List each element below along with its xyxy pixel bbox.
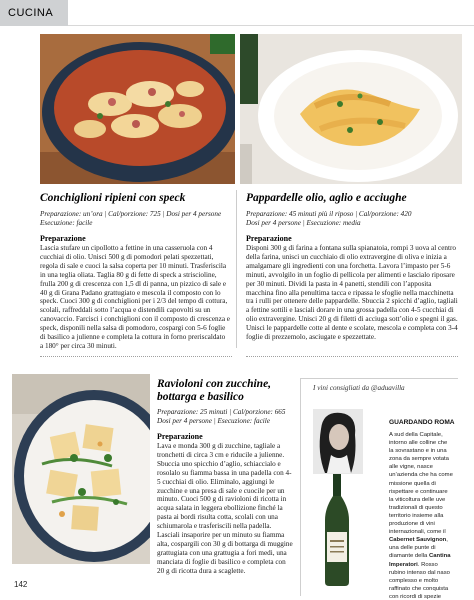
- recipe-2-title: Pappardelle olio, aglio e acciughe: [246, 192, 407, 204]
- column-divider: [236, 190, 237, 348]
- recipe-3-body: Lava e monda 300 g di zucchine, tagliale a tronchetti di circa 3 cm e riducile a julienne. Sbuccia uno spicchio d’aglio, schiaccialo e rosolalo su fiamma bassa in una padella con 4-5 cucchiai di olio. Eliminalo, aggiungi le zucchine e una presa di sale e cuocile per un minuto. Cuoci 500 g di ravioloni di ricotta in acqua salata in leggera ebollizione finché la pasta ai bordi risulta cotta, scolali con una schiumarola e trasferiscili nella padella. Lasciali insaporire per un minuto su fiamma alta, cospargili con 30 g di bottarga di muggine grattugiata con una grattugia a fori medi, una manciata di foglie di basilico e completa con 20 g di ricotta dura a scaglette.: [157, 442, 293, 575]
- recipe-3-meta-line-1: Preparazione: 25 minuti | Cal/porzione: 665: [157, 408, 286, 416]
- recipe-1-title: Conchiglioni ripieni con speck: [40, 192, 186, 204]
- section-tab: [0, 0, 68, 26]
- header-rule: [68, 25, 474, 26]
- recipe-1-body: Lascia stufare un cipollotto a fettine in una casseruola con 4 cucchiai di olio. Unisci 500 g di pomodori pelati spezzettati, regola di sale e cuoci la salsa coperta per 10 minuti. Trasferiscila in una teglia oliata. Taglia 80 g di fette di speck a striscioline, frulla 200 g di crescenza con 1,5 dl di panna, un pizzico di sale e 40 g di Grana Padano grattugiato e mescola il composto con lo speck. Cuoci 300 g di conchiglioni per i 2/3 del tempo di cottura, scolali, raffreddali sotto l’acqua e distendili capovolti su un canovaccio. Farcisci i conchiglioni con il composto di crescenza e speck, disponili nella salsa di pomodoro, cospargi con 5-6 foglie di basilico a julienne e completa la cottura in forno preriscaldato a 180° per circa 30 minuti.: [40, 244, 230, 350]
- section-label: CUCINA: [8, 7, 54, 19]
- wine-description: A sud della Capitale, intorno alle colline che la sovrastano e in una zona da sempre votata alle vigne, nasce un’azienda che ha come missione quella di rispettare e continuare la viticoltura delle uve tradizionali di questo territorio insieme alla produzione di vini internazionali, come il Cabernet Sauvignon, una delle punte di diamante della Cantina Imperatori. Rosso rubino intenso dal naso complesso e molto raffinato che conquista con ricordi di spezie: [389, 432, 453, 600]
- recipe-2-prep-label: Preparazione: [246, 234, 292, 243]
- separator: [246, 356, 458, 357]
- page-number: 142: [14, 580, 28, 589]
- author-photo: [313, 409, 363, 474]
- pappardelle-photo: [240, 34, 462, 184]
- wine-bottle-image: [317, 474, 357, 586]
- recipe-2-body: Disponi 300 g di farina a fontana sulla spianatoia, rompi 3 uova al centro della farina, unisci un cucchiaio di olio extravergine di oliva e inizia a amalgamare gli ingredienti con una forchetta. Lavora l’impasto per 5-6 minuti, avvolgilo in un foglio di pellicola per alimenti e lascialo riposare per 30 minuti. Dividi la pasta in 4 panetti, stendili con l’apposita macchina fino alla penultima tacca e ripassa le sfoglie nella macchinetta tra i rulli per ottenere delle pappardelle. Sbuccia 2 spicchi d’aglio, tagliali a fettine sottili e lasciali dorare in una grossa padella con 4-5 cucchiai di olio extravergine. Unisci 20 g di filetti di acciuga sott’olio e spegni il gas. Unisci le pappardelle cotte al dente e scolate, mescola e completa con 3-4 foglie di prezzemolo, asciugate e spezzettate.: [246, 244, 458, 342]
- recipe-3-title-line-2: bottarga e basilico: [157, 391, 244, 403]
- wine-header: I vini consigliati da @aduavilla: [313, 384, 405, 392]
- recipe-3-title-line-1: Ravioloni con zucchine,: [157, 378, 272, 390]
- wine-sidebar: [300, 378, 458, 600]
- recipe-1-prep-label: Preparazione: [40, 234, 86, 243]
- recipe-3-meta-line-2: Dosi per 4 persone | Esecuzione: facile: [157, 417, 270, 425]
- recipe-3-prep-label: Preparazione: [157, 432, 203, 441]
- wine-name: GUARDANDO ROMA: [389, 419, 455, 426]
- recipe-2-meta-line-2: Dosi per 4 persone | Esecuzione: media: [246, 219, 361, 227]
- recipe-2-meta-line-1: Preparazione: 45 minuti più il riposo | Cal/porzione: 420: [246, 210, 412, 218]
- recipe-1-meta-line-2: Esecuzione: facile: [40, 219, 93, 227]
- conchiglioni-photo: [40, 34, 235, 184]
- separator: [40, 356, 232, 357]
- recipe-1-meta-line-1: Preparazione: un’ora | Cal/porzione: 725 | Dosi per 4 persone: [40, 210, 222, 218]
- ravioloni-photo: [12, 374, 150, 564]
